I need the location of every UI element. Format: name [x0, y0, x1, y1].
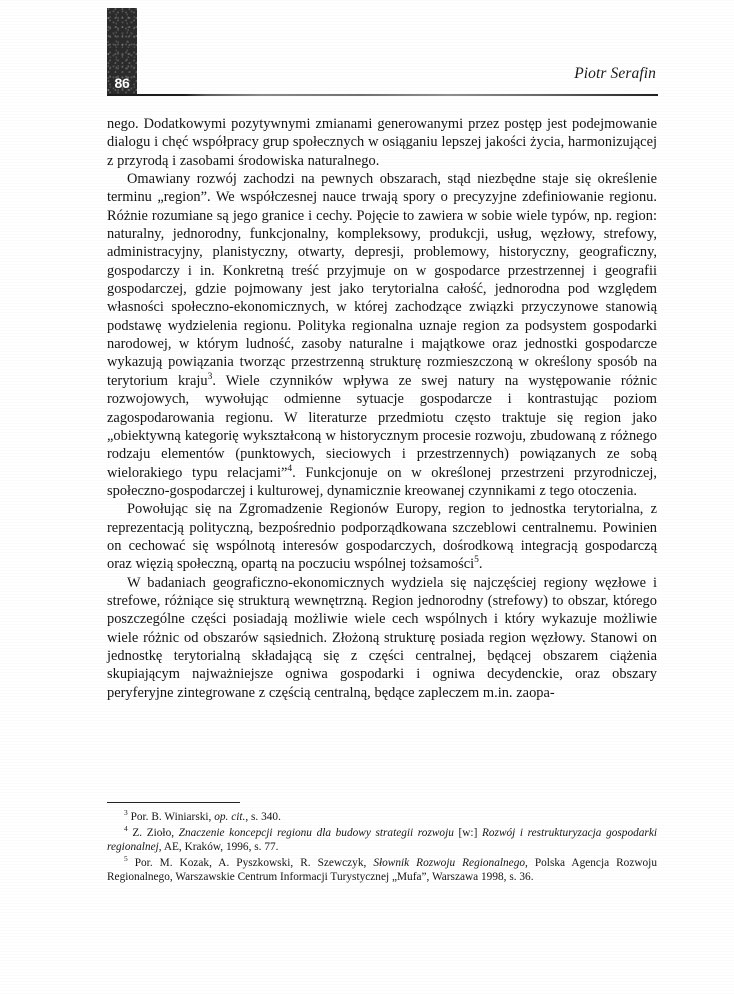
page-header [107, 8, 658, 96]
footnote-text: Por. M. Kozak, A. Pyszkowski, R. Szewczyk, Słownik Rozwoju Regionalnego, Polska Agencja Rozwoju Regionalnego, Warszawskie Centrum Informacji Turystycznej „Mufa”, Warszawa 1998, s. 36. [107, 856, 657, 884]
paragraph [107, 500, 657, 573]
footnote-item [107, 826, 657, 855]
paragraph-text-continued: . Wiele czynników wpływa ze swej natury na występowanie różnic rozwojowych, wywołując odmienne sytuacje gospodarcze i kontrastując poziom zagospodarowania regionu. W literaturze przedmiotu często traktuje się region jako „obiektywną kategorię wykształconą w historycznym procesie rozwoju, zbudowaną z różnego rodzaju elementów (punktowych, sieciowych i przestrzennych) powiązanych ze sobą wielorakiego typu relacjami” [107, 372, 657, 481]
paragraph-text-continued-2: . Funkcjonuje on w określonej przestrzeni przyrodniczej, społeczno-gospodarczej i kulturowej, dynamicznie kreowanej czynnikami z tego otoczenia. [107, 464, 657, 499]
paragraph [107, 574, 657, 702]
paragraph [107, 115, 657, 170]
footnote-text: Por. B. Winiarski, op. cit., s. 340. [127, 811, 281, 824]
page-number: 86 [114, 75, 130, 91]
footnote-separator-rule [107, 802, 240, 803]
paragraph-text: W badaniach geograficzno-ekonomicznych wydziela się najczęściej regiony węzłowe i strefowe, różniące się strukturą wewnętrzną. Region jednorodny (strefowy) to obszar, którego poszczególne części posiadają możliwie wiele cech wspólnych i który wykazuje możliwie wiele różnic od obszarów sąsiednich. Złożoną strukturę posiada region węzłowy. Stanowi on jednostkę terytorialną składającą się z części centralnej, będącej obszarem ciążenia skupiającym najważniejsze ogniwa gospodarki i ogniwa decydenckie, oraz obszary peryferyjne zintegrowane z częścią centralną, będące zapleczem m.in. zaopa- [107, 574, 657, 701]
header-author-name: Piotr Serafin [574, 65, 656, 82]
footnote-item [107, 853, 657, 885]
footnote-marker-4: 4 [287, 463, 293, 474]
body-text-column [107, 115, 657, 702]
footnote-number: 5 [124, 853, 128, 863]
footnote-item [107, 810, 657, 824]
footnote-number: 3 [124, 808, 128, 818]
paragraph-text-continued: . [478, 556, 483, 573]
footnotes-section [107, 802, 657, 885]
paragraph-text: nego. Dodatkowymi pozytywnymi zmianami generowanymi przez postęp jest podejmowanie dialogu i chęć współpracy grup społecznych w osiąganiu lepszej jakości życia, harmonizującej z przyrodą i zasobami środowiska naturalnego. [107, 116, 657, 169]
paragraph-text: Powołując się na Zgromadzenie Regionów Europy, region to jednostka terytorialna, z reprezentacją polityczną, bezpośrednio podporządkowana szczeblowi centralnemu. Powinien on cechować się wspólnotą interesów gospodarczych, dośrodkową integracją gospodarczą oraz więzią społeczną, opartą na poczuciu wspólnej tożsamości [107, 501, 657, 573]
footnote-marker-3: 3 [207, 372, 213, 383]
footnote-number: 4 [124, 824, 128, 834]
paragraph [107, 170, 657, 500]
paragraph-text: Omawiany rozwój zachodzi na pewnych obszarach, stąd niezbędne staje się określenie terminu „region”. We współczesnej nauce trwają spory o precyzyjne zdefiniowanie regionu. Różnie rozumiane są jego granice i cechy. Pojęcie to zawiera w sobie wiele typów, np. region: naturalny, jednorodny, funkcjonalny, kompleksowy, produkcji, usług, węzłowy, strefowy, administracyjny, planistyczny, otwarty, depresji, problemowy, historyczny, geograficzny, gospodarczy i in. Konkretną treść przyjmuje on w gospodarce przestrzennej i geografii gospodarczej, gdzie pojmowany jest jako terytorialna całość, jednorodna pod względem własności społeczno-ekonomicznych, w której zachodzące związki przyczynowe stanowią podstawę wydzielenia regionu. Polityka regionalna uznaje region za podsystem gospodarki narodowej, w którym ludność, zasoby naturalne i majątkowe oraz jednostki gospodarcze wykazują powiązania tworząc przestrzenną strukturę rozmieszczoną w określony sposób na terytorium kraju [107, 171, 657, 389]
header-divider-rule [107, 94, 658, 96]
footnote-text: Z. Zioło, Znaczenie koncepcji regionu dla budowy strategii rozwoju [w:] Rozwój i restrukturyzacja gospodarki regionalnej, AE, Kraków, 1996, s. 77. [107, 826, 658, 854]
folio-block [107, 8, 137, 95]
footnote-marker-5: 5 [474, 555, 479, 566]
